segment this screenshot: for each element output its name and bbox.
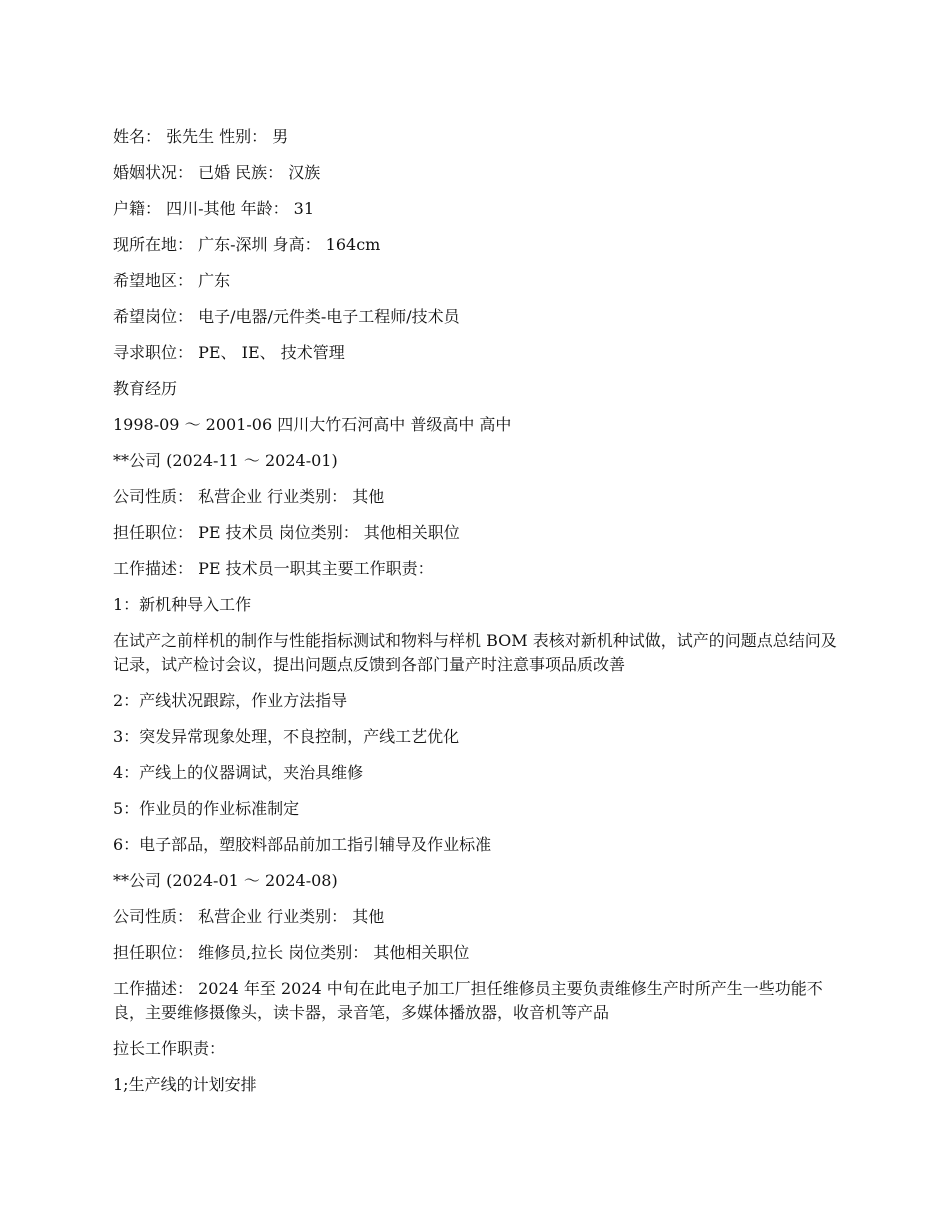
job2-leader-item: 1;生产线的计划安排 bbox=[113, 1075, 257, 1094]
seeking-position-line: 寻求职位： PE、 IE、 技术管理 bbox=[113, 343, 345, 362]
hukou-age-line: 户籍： 四川-其他 年龄： 31 bbox=[113, 199, 315, 218]
job1-company: **公司 (2024-11 ～ 2024-01) bbox=[113, 451, 338, 470]
job1-item: 4：产线上的仪器调试，夹治具维修 bbox=[113, 763, 364, 782]
job1-nature-line: 公司性质： 私营企业 行业类别： 其他 bbox=[113, 487, 385, 506]
job1-item-paragraph: 在试产之前样机的制作与性能指标测试和物料与样机 BOM 表核对新机种试做，试产的问题点总结问及记录，试产检讨会议，提出问题点反馈到各部门量产时注意事项品质改善 bbox=[113, 631, 837, 674]
job2-position-line: 担任职位： 维修员,拉长 岗位类别： 其他相关职位 bbox=[113, 943, 470, 962]
job1-position-line: 担任职位： PE 技术员 岗位类别： 其他相关职位 bbox=[113, 523, 460, 542]
desired-position-line: 希望岗位： 电子/电器/元件类-电子工程师/技术员 bbox=[113, 307, 460, 326]
job1-item: 5：作业员的作业标准制定 bbox=[113, 799, 300, 818]
job1-item: 1：新机种导入工作 bbox=[113, 595, 252, 614]
desired-region-line: 希望地区： 广东 bbox=[113, 271, 231, 290]
education-heading: 教育经历 bbox=[113, 379, 178, 398]
job1-item: 3：突发异常现象处理，不良控制，产线工艺优化 bbox=[113, 727, 460, 746]
job1-item: 2：产线状况跟踪，作业方法指导 bbox=[113, 691, 348, 710]
job2-nature-line: 公司性质： 私营企业 行业类别： 其他 bbox=[113, 907, 385, 926]
marital-ethnicity-line: 婚姻状况： 已婚 民族： 汉族 bbox=[113, 163, 321, 182]
job2-leader-heading: 拉长工作职责： bbox=[113, 1039, 226, 1058]
job2-description: 工作描述： 2024 年至 2024 中旬在此电子加工厂担任维修员主要负责维修生产时所产生一些功能不良，主要维修摄像头，读卡器，录音笔，多媒体播放器，收音机等产品 bbox=[113, 979, 823, 1022]
job2-company: **公司 (2024-01 ～ 2024-08) bbox=[113, 871, 338, 890]
education-entry: 1998-09 ～ 2001-06 四川大竹石河高中 普级高中 高中 bbox=[113, 415, 512, 434]
resume-document bbox=[113, 125, 838, 1109]
name-gender-line: 姓名： 张先生 性别： 男 bbox=[113, 127, 289, 146]
location-height-line: 现所在地： 广东-深圳 身高： 164cm bbox=[113, 235, 381, 254]
job1-item: 6：电子部品，塑胶料部品前加工指引辅导及作业标准 bbox=[113, 835, 492, 854]
job1-description-intro: 工作描述： PE 技术员一职其主要工作职责： bbox=[113, 559, 434, 578]
